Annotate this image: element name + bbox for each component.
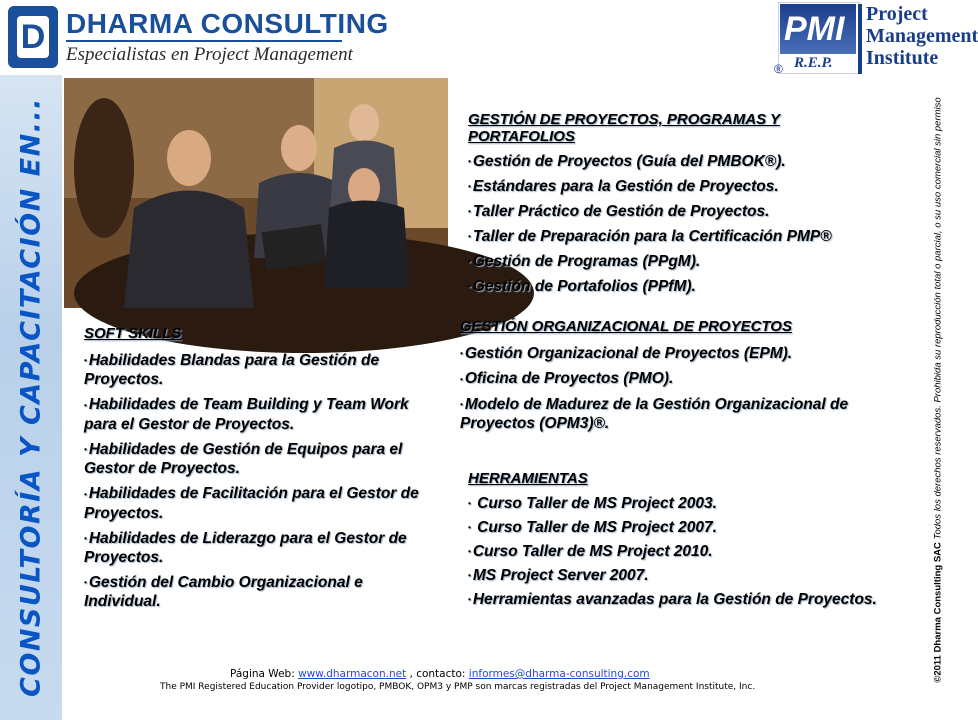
- section-gestion-list: [468, 152, 908, 302]
- brand-tagline: Especialistas en Project Management: [66, 44, 353, 65]
- list-item: • Habilidades de Liderazgo para el Gestor de Proyectos.: [84, 529, 407, 567]
- section-herramientas-title: HERRAMIENTAS: [468, 470, 588, 487]
- side-copyright-bold: ©2011 Dharma Consulting SAC: [932, 542, 944, 683]
- list-item: • Gestión de Programas (PPgM).: [468, 253, 701, 270]
- footer-contact-label: , contacto:: [406, 668, 469, 680]
- list-item: • Gestión de Portafolios (PPfM).: [468, 278, 696, 295]
- meeting-photo-art: [64, 78, 448, 308]
- list-item: • Curso Taller de MS Project 2007.: [468, 519, 717, 536]
- pmi-logo: [774, 0, 978, 78]
- section-organizacional-title: GESTIÓN ORGANIZACIONAL DE PROYECTOS: [460, 318, 792, 335]
- pmi-line-1: Project: [866, 3, 928, 25]
- section-soft-title: SOFT SKILLS: [84, 325, 182, 342]
- email-link[interactable]: informes@dharma-consulting.com: [468, 668, 650, 680]
- list-item: • Habilidades de Facilitación para el Gestor de Proyectos.: [84, 485, 419, 522]
- dharma-logo-letter: D: [20, 18, 46, 56]
- side-copyright: [928, 80, 948, 700]
- list-item: • Habilidades de Gestión de Equipos para el Gestor de Proyectos.: [84, 440, 403, 478]
- meeting-photo: [64, 78, 448, 308]
- list-item: • Taller Práctico de Gestión de Proyectos.: [468, 203, 770, 220]
- list-item: • Curso Taller de MS Project 2010.: [468, 543, 713, 560]
- footer-legal: The PMI Registered Education Provider logotipo, PMBOK, OPM3 y PMP son marcas registradas del Project Management Institute, Inc.: [160, 682, 756, 692]
- section-herramientas-list: [468, 494, 898, 609]
- pmi-registered: ®: [774, 62, 783, 76]
- section-gestion-title: GESTIÓN DE PROYECTOS, PROGRAMAS Y PORTAFOLIOS: [468, 111, 780, 145]
- section-soft-list: [84, 351, 424, 611]
- list-item: • MS Project Server 2007.: [468, 567, 649, 584]
- list-item: • Habilidades Blandas para la Gestión de Proyectos.: [84, 352, 380, 389]
- brand-divider: [66, 40, 342, 42]
- pmi-mark: PMI: [784, 10, 845, 48]
- list-item: • Estándares para la Gestión de Proyectos.: [468, 178, 779, 195]
- section-organizacional-list: [460, 344, 910, 433]
- website-link[interactable]: www.dharmacon.net: [298, 668, 407, 680]
- list-item: • Curso Taller de MS Project 2003.: [468, 495, 717, 512]
- list-item: • Herramientas avanzadas para la Gestión de Proyectos.: [468, 591, 877, 608]
- list-item: • Gestión del Cambio Organizacional e Individual.: [84, 574, 363, 611]
- dharma-logo: [8, 6, 58, 68]
- section-gestion: [468, 111, 888, 145]
- footer-web-label: Página Web:: [230, 668, 299, 680]
- footer-web: [230, 668, 650, 680]
- list-item: • Gestión de Proyectos (Guía del PMBOK®).: [468, 153, 786, 170]
- list-item: • Modelo de Madurez de la Gestión Organizacional de Proyectos (OPM3)®.: [460, 395, 849, 433]
- pmi-rep: R.E.P.: [794, 55, 833, 71]
- brand-name: DHARMA CONSULTING: [66, 8, 389, 39]
- side-copyright-text: Todos los derechos reservados. Prohibida su reproducción total o parcial, o su uso comercial sin permiso: [932, 97, 944, 543]
- list-item: • Taller de Preparación para la Certificación PMP®: [468, 228, 832, 245]
- list-item: • Habilidades de Team Building y Team Work para el Gestor de Proyectos.: [84, 396, 409, 433]
- vertical-title-text: CONSULTORÍA Y CAPACITACIÓN EN...: [15, 97, 47, 697]
- vertical-title: [0, 75, 62, 720]
- list-item: • Gestión Organizacional de Proyectos (EPM).: [460, 345, 793, 362]
- pmi-line-2: Management: [866, 25, 978, 47]
- list-item: • Oficina de Proyectos (PMO).: [460, 370, 674, 388]
- pmi-line-3: Institute: [866, 47, 939, 69]
